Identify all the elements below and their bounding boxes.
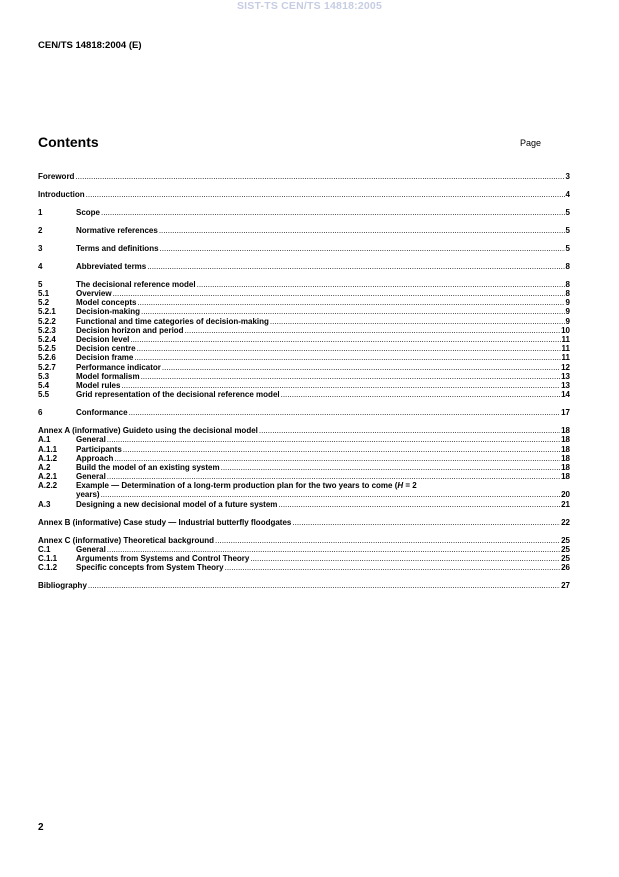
toc-title: Bibliography bbox=[38, 581, 87, 591]
toc-entry[interactable] bbox=[38, 298, 570, 307]
toc-entry[interactable] bbox=[38, 335, 570, 344]
toc-page: 14 bbox=[561, 390, 570, 400]
toc-entry-continuation[interactable] bbox=[38, 490, 570, 499]
toc-page: 5 bbox=[565, 225, 570, 235]
toc-title: Decision frame bbox=[76, 353, 134, 363]
toc-entry[interactable] bbox=[38, 372, 570, 381]
toc-title: Model rules bbox=[76, 380, 121, 390]
toc-title: Designing a new decisional model of a future system bbox=[76, 499, 278, 509]
toc-entry[interactable] bbox=[38, 554, 570, 563]
toc-title: Functional and time categories of decision-making bbox=[76, 316, 269, 326]
toc-title: Participants bbox=[76, 444, 122, 454]
toc-title: Decision-making bbox=[76, 307, 141, 317]
toc-page: 13 bbox=[561, 371, 570, 381]
toc-number: 3 bbox=[38, 243, 43, 253]
toc-number: 5.2.1 bbox=[38, 307, 56, 317]
toc-title: years) bbox=[76, 490, 100, 500]
toc-entry-wrapped[interactable] bbox=[38, 481, 570, 490]
toc-number: C.1 bbox=[38, 544, 51, 554]
toc-entry[interactable] bbox=[38, 317, 570, 326]
toc-entry-annex-b[interactable] bbox=[38, 518, 570, 527]
toc-title: Arguments from Systems and Control Theory bbox=[76, 553, 250, 563]
page-title: Contents bbox=[38, 134, 99, 150]
toc-number: 5.2.6 bbox=[38, 353, 56, 363]
toc-title: Conformance bbox=[76, 408, 128, 418]
toc-entry[interactable] bbox=[38, 344, 570, 353]
toc-title: Overview bbox=[76, 289, 112, 299]
toc-title: Specific concepts from System Theory bbox=[76, 563, 224, 573]
toc-title: General bbox=[76, 544, 106, 554]
toc-title: Annex B (informative) Case study — Industrial butterfly floodgates bbox=[38, 517, 292, 527]
toc-number: C.1.1 bbox=[38, 553, 58, 563]
toc-title: The decisional reference model bbox=[76, 279, 196, 289]
toc-page: 5 bbox=[565, 207, 570, 217]
page-column-label: Page bbox=[520, 138, 542, 148]
page-number: 2 bbox=[38, 822, 44, 833]
toc-page: 10 bbox=[561, 325, 570, 335]
toc-entry[interactable] bbox=[38, 563, 570, 572]
toc-entry[interactable] bbox=[38, 307, 570, 316]
toc-page: 8 bbox=[565, 289, 570, 299]
toc-number: 4 bbox=[38, 261, 43, 271]
toc-entry[interactable] bbox=[38, 472, 570, 481]
toc-number: 5 bbox=[38, 279, 43, 289]
toc-page: 5 bbox=[565, 243, 570, 253]
toc-title: General bbox=[76, 435, 106, 445]
toc-title: Model concepts bbox=[76, 298, 137, 308]
toc-page: 22 bbox=[561, 517, 570, 527]
toc-number: 5.2.5 bbox=[38, 344, 56, 354]
toc-entry[interactable] bbox=[38, 244, 570, 253]
toc-title: Decision level bbox=[76, 335, 130, 345]
toc-page: 17 bbox=[561, 408, 570, 418]
toc-number: A.2.1 bbox=[38, 472, 58, 482]
toc-number: 1 bbox=[38, 207, 43, 217]
toc-number: A.3 bbox=[38, 499, 51, 509]
toc-entry[interactable] bbox=[38, 381, 570, 390]
toc-number: A.1.1 bbox=[38, 444, 58, 454]
toc-page: 11 bbox=[561, 344, 570, 354]
toc-number: 5.2.3 bbox=[38, 325, 56, 335]
toc-number: A.2 bbox=[38, 462, 51, 472]
toc-title: Decision horizon and period bbox=[76, 325, 184, 335]
toc-number: 5.2.4 bbox=[38, 335, 56, 345]
toc-page: 4 bbox=[565, 189, 570, 199]
toc-title: Build the model of an existing system bbox=[76, 462, 220, 472]
toc-title: Decision centre bbox=[76, 344, 136, 354]
toc-entry[interactable] bbox=[38, 363, 570, 372]
toc-entry-introduction[interactable] bbox=[38, 190, 570, 199]
toc-entry[interactable] bbox=[38, 390, 570, 399]
toc-page: 9 bbox=[565, 307, 570, 317]
toc-number: 5.3 bbox=[38, 371, 50, 381]
toc-page: 3 bbox=[565, 172, 570, 181]
toc-page: 8 bbox=[565, 261, 570, 271]
toc-page: 18 bbox=[561, 426, 570, 436]
toc-entry[interactable] bbox=[38, 208, 570, 217]
toc-number: 5.2.2 bbox=[38, 316, 56, 326]
toc-page: 27 bbox=[561, 581, 570, 591]
toc-page: 11 bbox=[561, 353, 570, 363]
toc-title: Performance indicator bbox=[76, 362, 161, 372]
toc-page: 9 bbox=[565, 316, 570, 326]
toc-page: 20 bbox=[561, 490, 570, 500]
toc-entry[interactable] bbox=[38, 289, 570, 298]
toc-entry[interactable] bbox=[38, 454, 570, 463]
toc-number: 6 bbox=[38, 408, 43, 418]
toc-title-line1: Example — Determination of a long-term production plan for the two years to come (H = 2 bbox=[76, 481, 417, 491]
toc-page: 26 bbox=[561, 563, 570, 573]
toc-number: 5.1 bbox=[38, 289, 50, 299]
table-of-contents bbox=[38, 172, 570, 590]
toc-number: A.2.2 bbox=[38, 481, 58, 491]
toc-page: 25 bbox=[561, 544, 570, 554]
toc-number: A.1 bbox=[38, 435, 51, 445]
toc-title: Terms and definitions bbox=[76, 243, 159, 253]
toc-page: 8 bbox=[565, 279, 570, 289]
toc-page: 18 bbox=[561, 462, 570, 472]
toc-page: 9 bbox=[565, 298, 570, 308]
toc-page: 25 bbox=[561, 553, 570, 563]
toc-title: Annex C (informative) Theoretical background bbox=[38, 535, 215, 545]
toc-title: Scope bbox=[76, 207, 101, 217]
toc-page: 21 bbox=[561, 499, 570, 509]
toc-title: Foreword bbox=[38, 172, 75, 181]
toc-title: Annex A (informative) Guideto using the decisional model bbox=[38, 426, 258, 436]
toc-entry[interactable] bbox=[38, 463, 570, 472]
toc-entry[interactable] bbox=[38, 262, 570, 271]
toc-entry[interactable] bbox=[38, 435, 570, 444]
toc-title: Normative references bbox=[76, 225, 158, 235]
toc-entry-annex-c[interactable] bbox=[38, 536, 570, 545]
toc-page: 18 bbox=[561, 444, 570, 454]
toc-page: 11 bbox=[561, 335, 570, 345]
document-id: CEN/TS 14818:2004 (E) bbox=[38, 40, 142, 51]
toc-title: General bbox=[76, 472, 106, 482]
toc-entry-bibliography[interactable] bbox=[38, 581, 570, 590]
toc-entry[interactable] bbox=[38, 408, 570, 417]
toc-page: 18 bbox=[561, 453, 570, 463]
toc-title: Model formalism bbox=[76, 371, 140, 381]
toc-title: Grid representation of the decisional reference model bbox=[76, 390, 280, 400]
toc-title: Approach bbox=[76, 453, 114, 463]
toc-page: 25 bbox=[561, 535, 570, 545]
toc-entry[interactable] bbox=[38, 280, 570, 289]
toc-entry[interactable] bbox=[38, 500, 570, 509]
toc-number: 5.2 bbox=[38, 298, 50, 308]
toc-number: A.1.2 bbox=[38, 453, 58, 463]
toc-number: 5.4 bbox=[38, 380, 50, 390]
toc-title: Abbreviated terms bbox=[76, 261, 147, 271]
toc-page: 18 bbox=[561, 435, 570, 445]
toc-page: 18 bbox=[561, 472, 570, 482]
toc-number: 5.2.7 bbox=[38, 362, 56, 372]
toc-entry[interactable] bbox=[38, 445, 570, 454]
toc-entry[interactable] bbox=[38, 353, 570, 362]
toc-entry-annex-a[interactable] bbox=[38, 426, 570, 435]
toc-entry-foreword[interactable] bbox=[38, 172, 570, 181]
toc-number: 5.5 bbox=[38, 390, 50, 400]
toc-entry[interactable] bbox=[38, 326, 570, 335]
toc-entry[interactable] bbox=[38, 545, 570, 554]
toc-title: Introduction bbox=[38, 189, 85, 199]
toc-number: C.1.2 bbox=[38, 563, 58, 573]
watermark: SIST-TS CEN/TS 14818:2005 bbox=[236, 0, 383, 12]
toc-page: 13 bbox=[561, 380, 570, 390]
toc-number: 2 bbox=[38, 225, 43, 235]
toc-page: 12 bbox=[561, 362, 570, 372]
toc-entry[interactable] bbox=[38, 226, 570, 235]
